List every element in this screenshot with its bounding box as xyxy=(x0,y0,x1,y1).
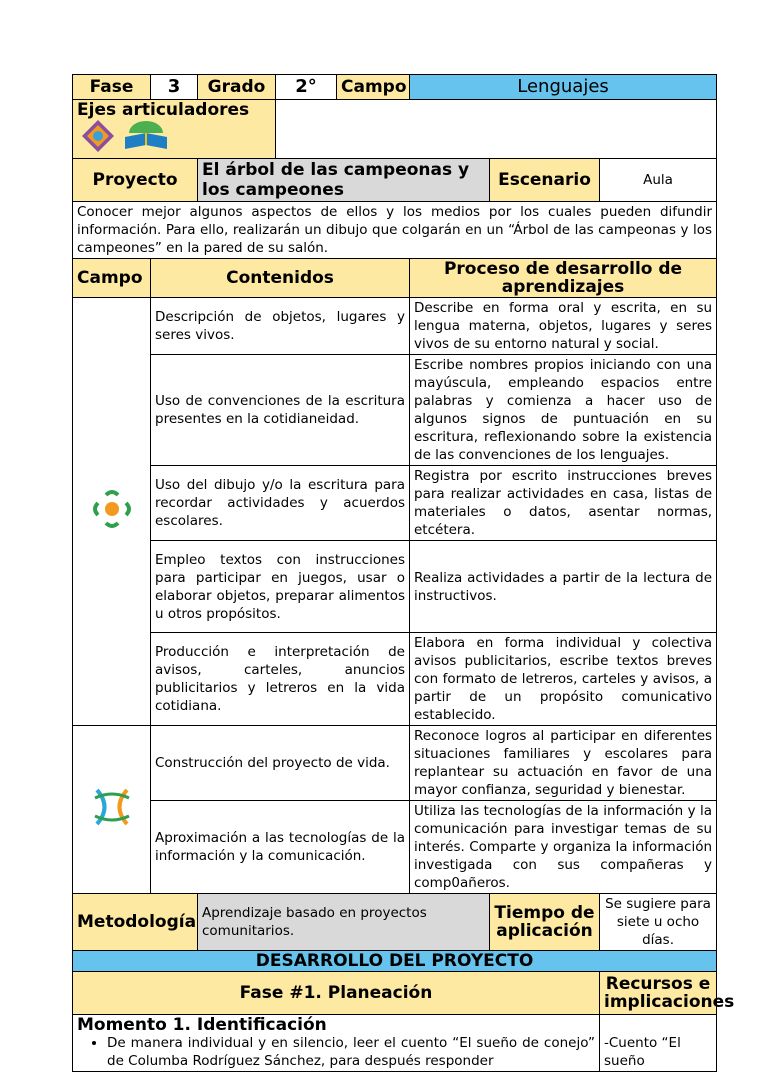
ejes-label-text: Ejes articuladores xyxy=(77,100,250,120)
col-contenidos-header: Contenidos xyxy=(151,259,410,298)
metodologia-label: Metodología xyxy=(73,894,198,951)
contenido-cell: Descripción de objetos, lugares y seres vivos. xyxy=(151,298,410,355)
recurso-cell: -Cuento “El sueño xyxy=(600,1015,717,1072)
tiempo-label: Tiempo de aplicación xyxy=(490,894,600,951)
momento-cell xyxy=(73,1015,600,1072)
ejes-blank xyxy=(276,100,717,159)
contenido-cell: Empleo textos con instrucciones para participar en juegos, usar o elaborar objetos, preparar alimentos u otros propósitos. xyxy=(151,541,410,633)
momento-title: Momento 1. Identificación xyxy=(77,1015,327,1035)
lectura-icon xyxy=(121,119,171,157)
tiempo-value: Se sugiere para siete u ocho días. xyxy=(600,894,717,951)
proyecto-descripcion: Conocer mejor algunos aspectos de ellos y los medios por los cuales pueden difundir información. Para ello, realizarán un dibujo que colgarán en un “Árbol de las campeonas y los campeones” en la pared de su salón. xyxy=(73,202,717,259)
list-item: • De manera individual y en silencio, leer el cuento “El sueño de conejo” de Columba Rodríguez Sánchez, para después responder xyxy=(107,1034,595,1070)
actividades-list xyxy=(77,1034,595,1070)
proceso-cell: Describe en forma oral y escrita, en su lengua materna, objetos, lugares y seres vivos de su entorno natural y social. xyxy=(410,298,717,355)
inclusion-icon xyxy=(81,119,115,157)
contenido-cell: Uso de convenciones de la escritura presentes en la cotidianeidad. xyxy=(151,355,410,466)
fase-planeacion-title: Fase #1. Planeación xyxy=(73,972,600,1015)
col-proceso-header: Proceso de desarrollo de aprendizajes xyxy=(410,259,717,298)
contenido-cell: Aproximación a las tecnologías de la información y la comunicación. xyxy=(151,801,410,894)
fase-value: 3 xyxy=(151,75,198,100)
fase-label: Fase xyxy=(73,75,151,100)
proceso-cell: Reconoce logros al participar en diferentes situaciones familiares y escolares para replantear su actuación en favor de una mayor confianza, seguridad y bienestar. xyxy=(410,726,717,801)
contenido-cell: Construcción del proyecto de vida. xyxy=(151,726,410,801)
campo-humano-cell xyxy=(73,726,151,894)
proceso-cell: Escribe nombres propios iniciando con una mayúscula, empleando espacios entre palabras y comienza a hacer uso de algunos signos de puntuación en su escritura, reflexionando sobre la existencia de las convenciones de los lenguajes. xyxy=(410,355,717,466)
lenguajes-icon xyxy=(89,520,135,536)
proyecto-title: El árbol de las campeonas y los campeones xyxy=(198,159,490,202)
desarrollo-title: DESARROLLO DEL PROYECTO xyxy=(73,951,717,972)
ejes-label xyxy=(73,100,276,159)
proceso-cell: Realiza actividades a partir de la lectura de instructivos. xyxy=(410,541,717,633)
grado-value: 2° xyxy=(276,75,337,100)
escenario-label: Escenario xyxy=(490,159,600,202)
col-campo-header: Campo xyxy=(73,259,151,298)
campo-label: Campo xyxy=(337,75,410,100)
proyecto-label: Proyecto xyxy=(73,159,198,202)
metodologia-value: Aprendizaje basado en proyectos comunitarios. xyxy=(198,894,490,951)
contenido-cell: Producción e interpretación de avisos, carteles, anuncios publicitarios y letreros en la vida cotidiana. xyxy=(151,633,410,726)
proceso-cell: Registra por escrito instrucciones breves para realizar actividades en casa, listas de materiales o datos, asentar normas, etcétera. xyxy=(410,466,717,541)
grado-label: Grado xyxy=(198,75,276,100)
escenario-value: Aula xyxy=(600,159,717,202)
planeacion-document xyxy=(72,74,735,1072)
contenido-cell: Uso del dibujo y/o la escritura para recordar actividades y acuerdos escolares. xyxy=(151,466,410,541)
de-lo-humano-icon xyxy=(89,818,135,834)
proceso-cell: Elabora en forma individual y colectiva avisos publicitarios, escribe textos breves con formato de letreros, carteles y avisos, a partir de un propósito comunicativo establecido. xyxy=(410,633,717,726)
planeacion-table xyxy=(72,74,735,1072)
campo-lenguajes-cell xyxy=(73,298,151,726)
proceso-cell: Utiliza las tecnologías de la información y la comunicación para investigar temas de su interés. Comparte y organiza la información investigada con sus compañeras y comp0añeros. xyxy=(410,801,717,894)
campo-value: Lenguajes xyxy=(410,75,717,100)
recursos-header: Recursos e implicaciones xyxy=(600,972,717,1015)
